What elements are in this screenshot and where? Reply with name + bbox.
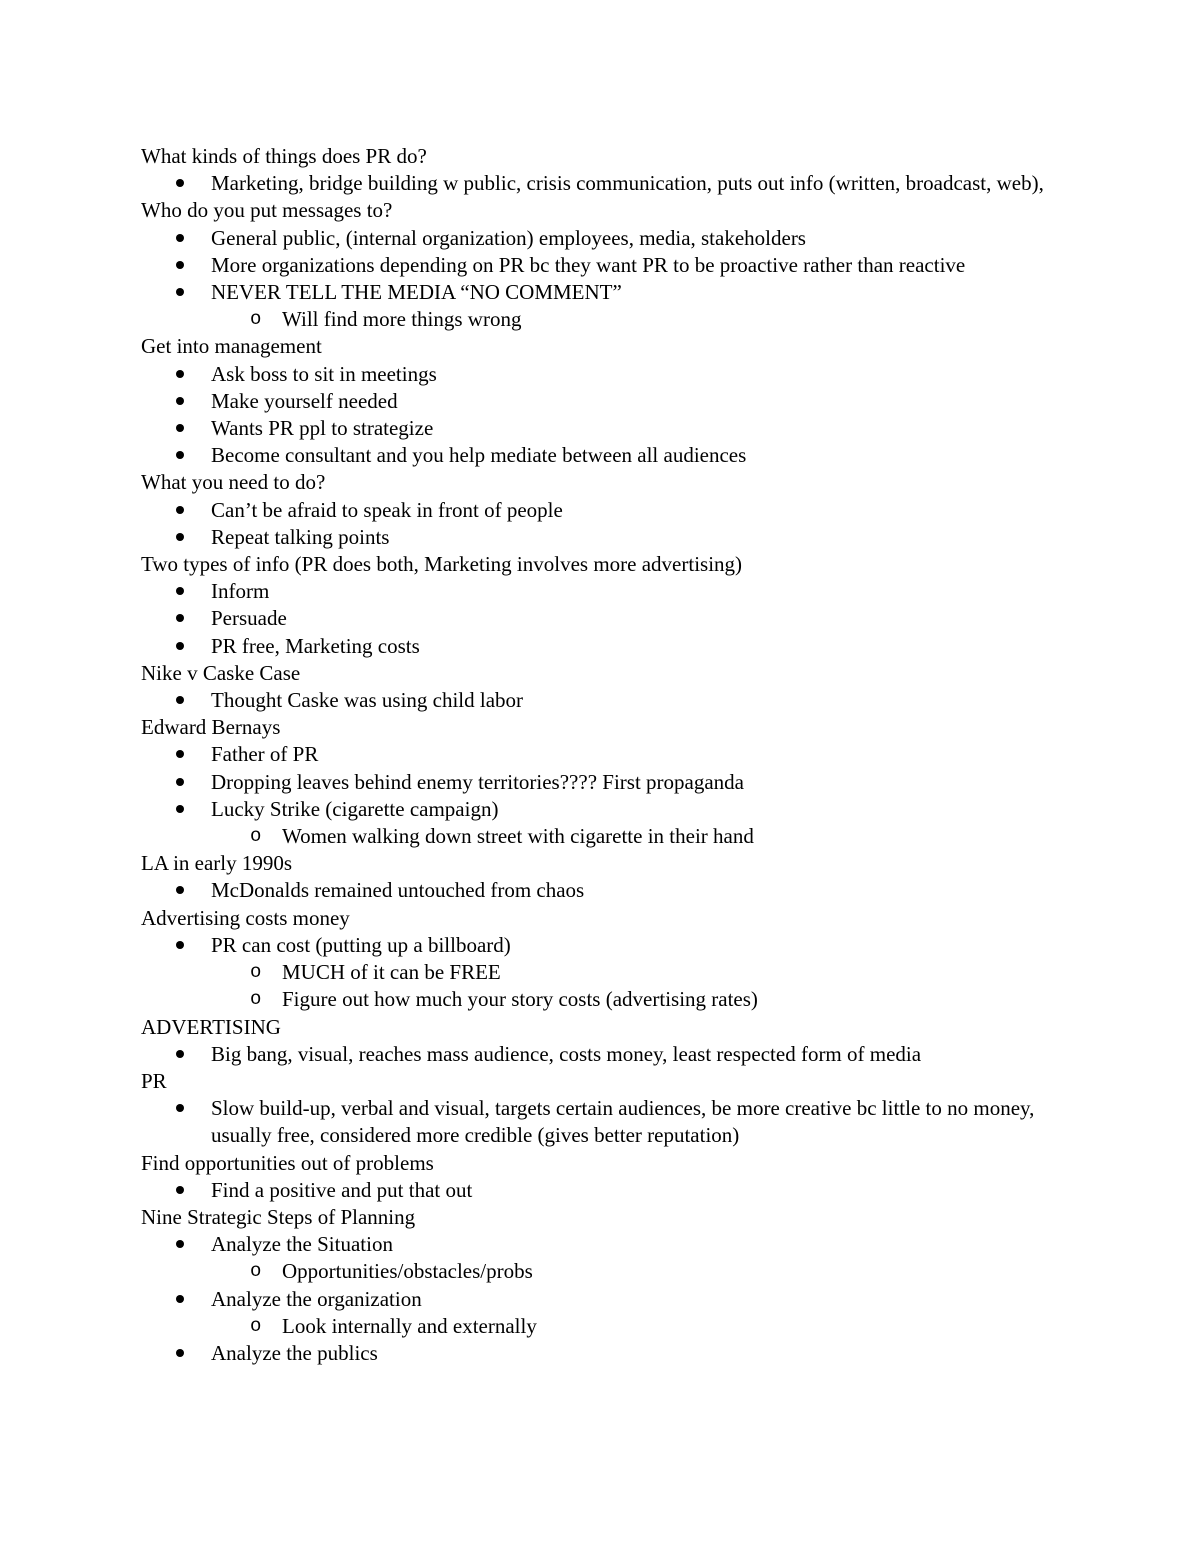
hollow-bullet-icon: o [250,825,262,848]
sub-bullet-item-text: Women walking down street with cigarette in their hand [282,824,754,849]
bullet-item-text: Father of PR [211,742,319,767]
bullet-dot-icon [176,1340,196,1367]
bullet-item-text: Persuade [211,606,287,631]
bullet-item-text: Marketing, bridge building w public, crisis communication, puts out info (written, broadcast, web), [211,171,1044,196]
bullet-item-text: NEVER TELL THE MEDIA “NO COMMENT” [211,280,622,305]
bullet-item [141,633,1081,660]
bullet-item [141,578,1081,605]
sub-bullet-item [141,959,1081,986]
hollow-bullet-icon: o [250,1260,262,1283]
bullet-dot-icon [176,1177,196,1204]
bullet-dot-icon [176,524,196,551]
sub-bullet-item [141,1258,1081,1285]
bullet-item-text: Dropping leaves behind enemy territories???? First propaganda [211,769,744,794]
bullet-dot-icon [176,1095,196,1122]
sub-bullet-item [141,823,1081,850]
bullet-dot-icon [176,1041,196,1068]
sub-bullet-item [141,1313,1081,1340]
bullet-item [141,415,1081,442]
bullet-item-text: Ask boss to sit in meetings [211,361,437,386]
bullet-item [141,605,1081,632]
bullet-item-text: Make yourself needed [211,388,398,413]
bullet-item-text: Analyze the organization [211,1286,422,1311]
bullet-dot-icon [176,361,196,388]
section-heading: What kinds of things does PR do? [141,144,427,168]
section-heading: Two types of info (PR does both, Marketing involves more advertising) [141,552,743,577]
bullet-item-text: Big bang, visual, reaches mass audience, costs money, least respected form of media [211,1041,922,1066]
bullet-item [141,388,1081,415]
bullet-item [141,1231,1081,1258]
bullet-dot-icon [176,605,196,632]
section-heading: Find opportunities out of problems [141,1150,434,1175]
bullet-item [141,497,1081,524]
bullet-item-text: Analyze the publics [211,1340,378,1365]
sub-bullet-item-text: Look internally and externally [282,1313,537,1338]
bullet-item-text: More organizations depending on PR bc they want PR to be proactive rather than reactive [211,252,966,277]
bullet-item [141,877,1081,904]
bullet-dot-icon [176,741,196,768]
bullet-item [141,361,1081,388]
bullet-item [141,1286,1081,1313]
sub-bullet-item-text: Figure out how much your story costs (advertising rates) [282,987,758,1012]
bullet-item-text: Can’t be afraid to speak in front of people [211,497,563,522]
sub-bullet-item [141,986,1081,1013]
bullet-item [141,225,1081,252]
section-heading: What you need to do? [141,470,326,495]
sub-bullet-item [141,306,1081,333]
section-heading: Who do you put messages to? [141,198,393,223]
bullet-dot-icon [176,225,196,252]
bullet-item [141,741,1081,768]
bullet-item [141,796,1081,823]
bullet-item [141,1095,1081,1149]
bullet-item-text: McDonalds remained untouched from chaos [211,878,585,903]
bullet-item [141,524,1081,551]
hollow-bullet-icon: o [250,1314,262,1337]
bullet-item-text: Lucky Strike (cigarette campaign) [211,796,499,821]
section-heading: Edward Bernays [141,715,281,740]
bullet-item-text: Slow build-up, verbal and visual, targets certain audiences, be more creative bc little to no money, usually free, considered more credible (gives better reputation) [211,1096,1035,1148]
bullet-item [141,932,1081,959]
bullet-dot-icon [176,687,196,714]
section-heading: PR [141,1068,167,1093]
section-heading: Get into management [141,334,322,359]
bullet-dot-icon [176,769,196,796]
bullet-item [141,442,1081,469]
bullet-dot-icon [176,932,196,959]
bullet-item-text: PR can cost (putting up a billboard) [211,932,511,957]
sub-bullet-item-text: Will find more things wrong [282,307,522,332]
bullet-dot-icon [176,633,196,660]
bullet-dot-icon [176,796,196,823]
bullet-item [141,769,1081,796]
sub-bullet-item-text: MUCH of it can be FREE [282,960,501,985]
bullet-dot-icon [176,497,196,524]
hollow-bullet-icon: o [250,308,262,331]
bullet-item [141,1340,1081,1367]
bullet-item [141,170,1081,197]
bullet-dot-icon [176,388,196,415]
bullet-dot-icon [176,252,196,279]
bullet-dot-icon [176,279,196,306]
bullet-item [141,1177,1081,1204]
section-heading: ADVERTISING [141,1014,281,1039]
hollow-bullet-icon: o [250,988,262,1011]
bullet-item [141,1041,1081,1068]
hollow-bullet-icon: o [250,961,262,984]
section-heading: Advertising costs money [141,905,350,930]
bullet-dot-icon [176,877,196,904]
section-heading: Nike v Caske Case [141,660,301,685]
bullet-dot-icon [176,1231,196,1258]
bullet-dot-icon [176,415,196,442]
bullet-dot-icon [176,1286,196,1313]
bullet-item-text: Thought Caske was using child labor [211,688,524,713]
bullet-item [141,279,1081,306]
bullet-item-text: Find a positive and put that out [211,1177,473,1202]
bullet-item [141,687,1081,714]
bullet-dot-icon [176,578,196,605]
bullet-item-text: Become consultant and you help mediate between all audiences [211,443,747,468]
sub-bullet-item-text: Opportunities/obstacles/probs [282,1259,533,1284]
bullet-dot-icon [176,442,196,469]
notes-body [141,143,1081,1367]
section-heading: LA in early 1990s [141,851,293,876]
bullet-item-text: General public, (internal organization) employees, media, stakeholders [211,225,806,250]
bullet-item-text: Inform [211,579,270,604]
bullet-item-text: Wants PR ppl to strategize [211,416,434,441]
bullet-item [141,252,1081,279]
bullet-dot-icon [176,170,196,197]
bullet-item-text: Repeat talking points [211,524,390,549]
bullet-item-text: Analyze the Situation [211,1232,393,1257]
section-heading: Nine Strategic Steps of Planning [141,1204,416,1229]
bullet-item-text: PR free, Marketing costs [211,633,420,658]
